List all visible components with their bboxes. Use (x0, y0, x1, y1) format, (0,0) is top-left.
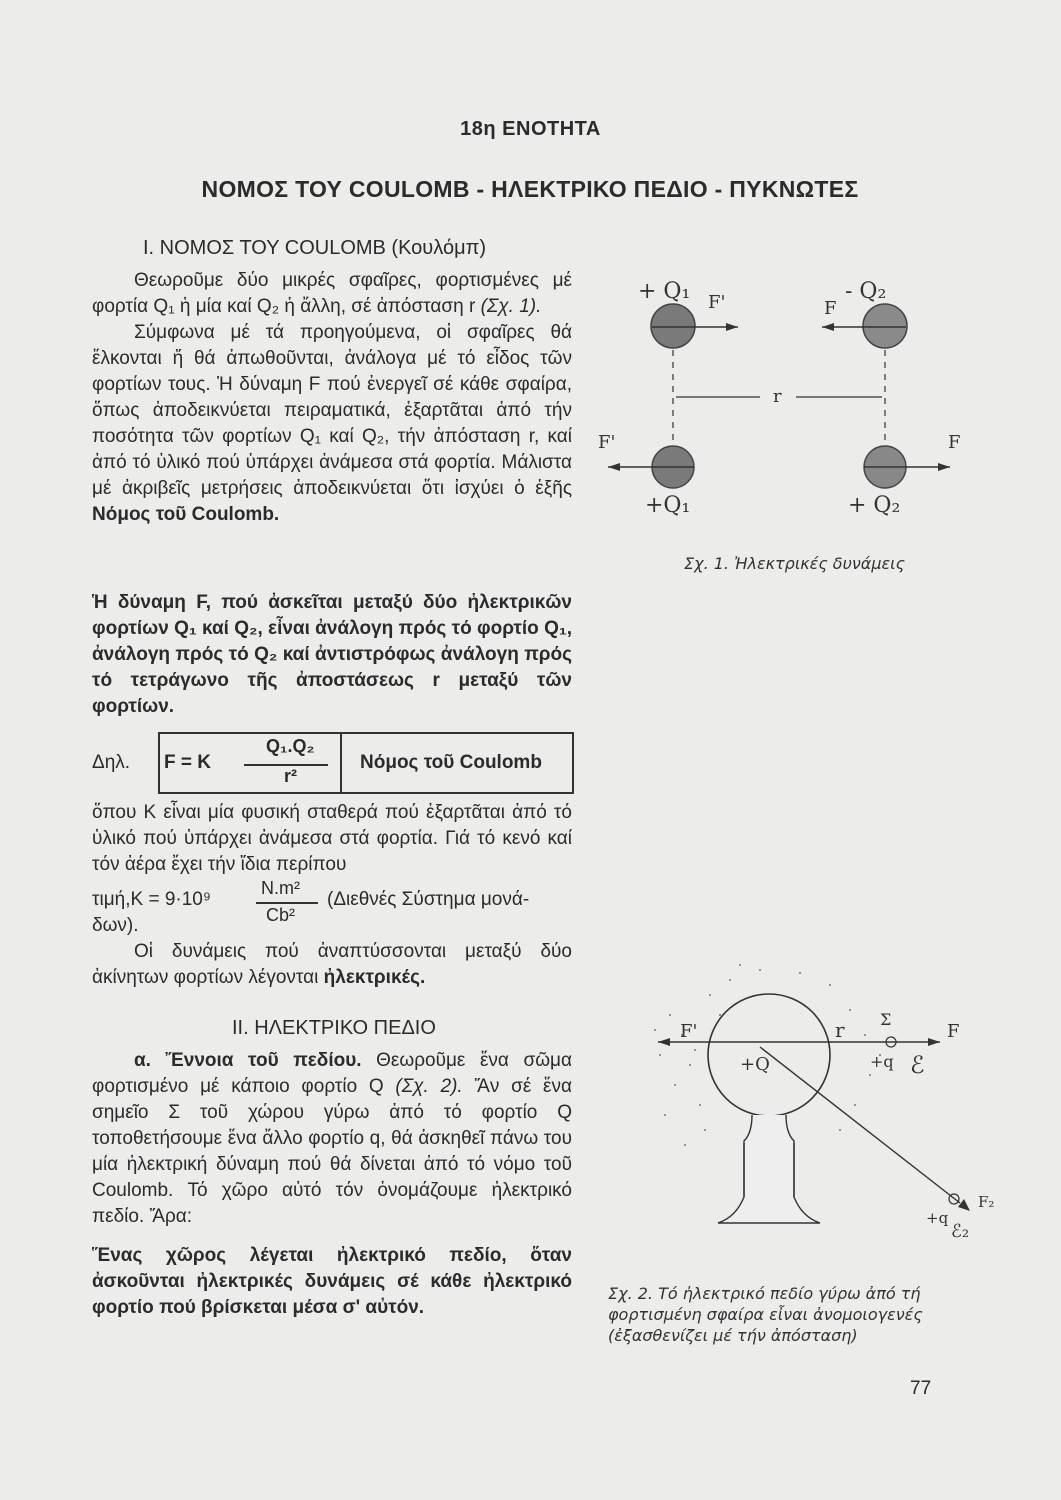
fig2-label-q-center: +Q (740, 1054, 770, 1075)
unit-title: 18η ΕΝΟΤΗΤΑ (460, 118, 601, 140)
section-heading-electric-field: ΙΙ. ΗΛΕΚΤΡΙΚΟ ΠΕΔΙΟ (232, 1017, 436, 1039)
fig1-label-bottom-right: + Q₂ (848, 493, 901, 518)
k-value-suffix: (Διεθνές Σύστημα μονά- (327, 889, 530, 910)
fig1-label-f-bottom: F (948, 432, 961, 453)
electric-forces-paragraph (92, 939, 572, 991)
field-concept-heading: α. Ἔννοια τοῦ πεδίου. (134, 1050, 362, 1071)
section-heading-coulomb: Ι. ΝΟΜΟΣ ΤΟΥ COULOMB (Κουλόμπ) (143, 237, 487, 259)
paragraph-3: ὅπου K εἶναι μία φυσική σταθερά πού ἐξαρτᾶται ἀπό τό ὑλικό πού ὑπάρχει ἀνάμεσα στά φορτία. Γιά τό κενό καί τόν ἀέρα ἔχει τήν ἴδια περίπου (92, 802, 572, 875)
fig1-label-f-top: F (824, 298, 837, 319)
paragraph-2-text: Σύμφωνα μέ τά προηγούμενα, οἱ σφαῖρες θά ἕλκονται ἤ θά ἀπωθοῦνται, ἀνάλογα μέ τό εἶδος τῶν φορτίων τους. Ἡ δύναμη F πού ἐνεργεῖ σέ κάθε σφαίρα, ὅπως ἀποδεικνύεται πειραματικά, ἐξαρτᾶται ἀπό τήν ποσότητα τῶν φορτίων Q₁ καί Q₂, τήν ἀπόσταση r, καί ἀπό τό ὑλικό πού ὑπάρχει ἀνάμεσα στά φορτία. Μάλιστα μέ ἀκριβεῖς μετρήσεις ἀποδεικνύεται ὅτι ἰσχύει ὁ ἑξῆς (92, 322, 572, 499)
fig2-arrowhead-f-prime (658, 1038, 670, 1046)
figure-ref-2: (Σχ. 2). (395, 1076, 463, 1097)
law-statement: Ἡ δύναμη F, πού ἀσκεῖται μεταξύ δύο ἠλεκτρικῶν φορτίων Q₁ καί Q₂, εἶναι ἀνάλογη πρός τό φορτίο Q₁, ἀνάλογη πρός τό Q₂ καί ἀντιστρόφως ἀνάλογη πρός τό τετράγωνο τῆς ἀποστάσεως r μεταξύ τῶν φορτίων. (92, 592, 572, 717)
figure-2-electric-field (640, 955, 1000, 1255)
fig2-arrowhead-f2 (958, 1199, 970, 1211)
fig1-arrowhead-f-top (822, 323, 834, 331)
fig1-sphere-top-left (651, 304, 695, 348)
k-value-denominator: Cb² (266, 905, 296, 925)
fig2-label-e2: ℰ₂ (951, 1221, 970, 1242)
paragraph-2 (92, 320, 572, 528)
fig1-label-r: r (773, 386, 782, 407)
chapter-title: ΝΟΜΟΣ ΤΟΥ COULOMB - ΗΛΕΚΤΡΙΚΟ ΠΕΔΙΟ - ΠΥΚΝΩΤΕΣ (201, 176, 859, 202)
figure-1-electric-forces (590, 270, 970, 530)
fig2-label-f-prime: F' (680, 1021, 698, 1042)
formula-numerator: Q₁.Q₂ (266, 736, 315, 756)
paragraph-1-text: Θεωροῦμε δύο μικρές σφαῖρες, φορτισμένες μέ φορτία Q₁ ἡ μία καί Q₂ ἡ ἄλλη, σέ ἀπόσταση r (92, 270, 572, 317)
paragraph-4 (92, 939, 572, 991)
fig2-label-f2: F₂ (978, 1193, 995, 1211)
formula-label: Νόμος τοῦ Coulomb (360, 752, 542, 773)
fig1-label-bottom-left: +Q₁ (645, 493, 691, 518)
figure-2-caption: Σχ. 2. Τό ἠλεκτρικό πεδίο γύρω ἀπό τή φορτισμένη σφαίρα εἶναι ἀνομοιογενές (ἐξασθενίζει μέ τήν ἀπόσταση) (608, 1284, 923, 1345)
formula-denominator: r² (284, 766, 297, 786)
fig2-label-q-test2: +q (926, 1209, 949, 1227)
fig2-insulating-stand (718, 1115, 820, 1223)
fig2-label-r: r (835, 1018, 845, 1042)
law-name: Νόμος τοῦ Coulomb. (92, 504, 280, 525)
k-value-suffix2: δων). (92, 915, 139, 936)
paragraph-5 (92, 1048, 572, 1230)
fig1-label-top-right: - Q₂ (845, 279, 887, 304)
formula-lhs: F = K (164, 752, 211, 773)
electric-term: ἠλεκτρικές. (323, 967, 426, 988)
k-value-prefix: τιμή,K = 9·10⁹ (92, 889, 212, 910)
k-value-numerator: N.m² (261, 878, 300, 898)
fig1-arrowhead-f-prime-bottom (608, 463, 620, 471)
k-value-fraction-bar (256, 902, 318, 904)
paragraph-5-text: Θεωροῦμε ἕνα σῶμα φορτισμένο μέ κάποιο φορτίο Q (92, 1050, 572, 1097)
page-number: 77 (910, 1378, 932, 1399)
k-explanation (92, 800, 572, 878)
fig1-arrowhead-f-prime-top (726, 323, 738, 331)
field-definition: Ἕνας χῶρος λέγεται ἠλεκτρικό πεδίο, ὅταν ἀσκοῦνται ἠλεκτρικές δυνάμεις σέ κάθε ἠλεκτρικό φορτίο πού βρίσκεται μέσα σ' αὐτόν. (92, 1245, 572, 1318)
fig1-label-f-prime-bottom: F' (598, 432, 616, 453)
fig2-label-e: ℰ (910, 1051, 925, 1079)
figure-1-caption: Σχ. 1. Ἠλεκτρικές δυνάμεις (684, 554, 905, 573)
fig1-arrowhead-f-bottom (938, 463, 950, 471)
formula-prefix: Δηλ. (92, 752, 131, 773)
paragraph-5-rest: Ἄν σέ ἕνα σημεῖο Σ τοῦ χώρου γύρω ἀπό τό φορτίο Q τοποθετήσουμε ἕνα ἄλλο φορτίο q, θά ἀσκηθεῖ πάνω του μία ἠλεκτρική δύναμη πού θά δίνεται ἀπό τό νόμο τοῦ Coulomb. Τό χῶρο αὐτό τόν ὀνομάζουμε ἠλεκτρικό πεδίο. Ἄρα: (92, 1076, 572, 1227)
fig2-label-sigma: Σ (880, 1010, 892, 1029)
fig1-sphere-top-right (863, 304, 907, 348)
fig1-label-top-left: + Q₁ (638, 279, 691, 304)
paragraph-4-text: Οἱ δυνάμεις πού ἀναπτύσσονται μεταξύ δύο ἀκίνητων φορτίων λέγονται (92, 941, 572, 988)
section1-body (92, 268, 572, 528)
fig1-label-f-prime-top: F' (708, 292, 726, 313)
section2-body (92, 1048, 572, 1230)
fig2-label-f: F (947, 1021, 960, 1042)
formula-divider (340, 732, 342, 794)
figure-ref-1: (Σχ. 1). (480, 296, 542, 317)
fig2-arrowhead-f (928, 1038, 940, 1046)
fig2-label-q-test: +q (870, 1052, 894, 1071)
paragraph-1 (92, 268, 572, 320)
